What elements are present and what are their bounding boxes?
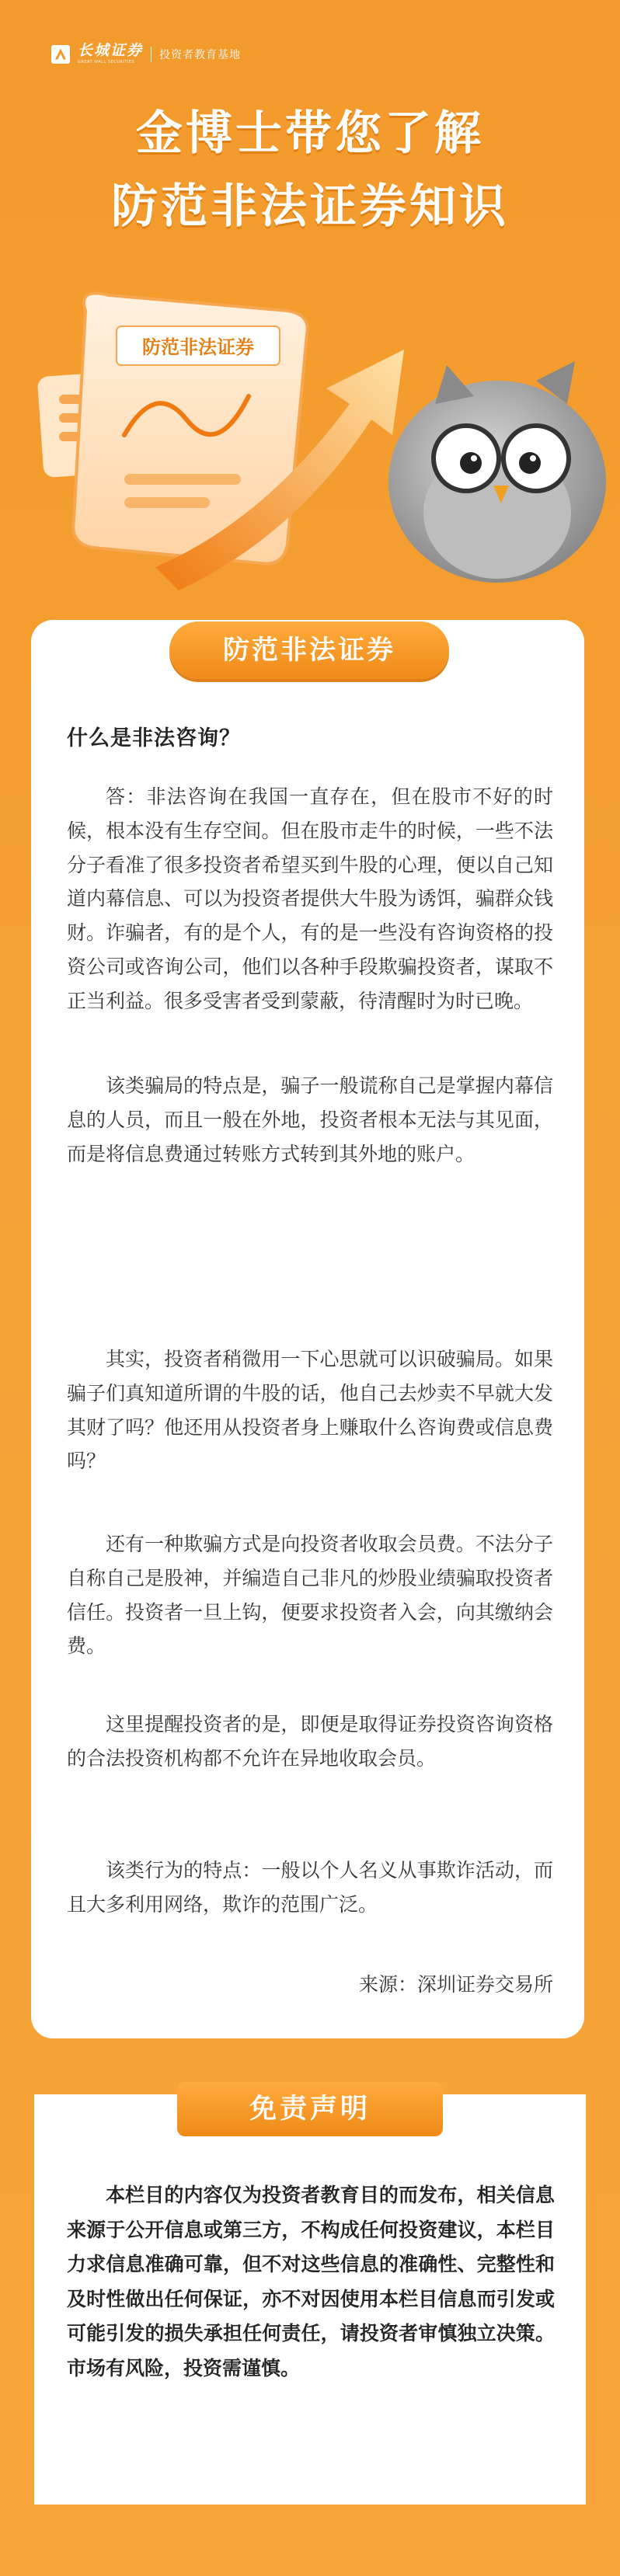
brand-name-en: GREAT WALL SECURITIES [78, 60, 135, 64]
paragraph: 该类骗局的特点是，骗子一般谎称自己是掌握内幕信息的人员，而且一般在外地，投资者根本无法与其见面，而是将信息费通过转账方式转到其外地的账户。 [67, 1074, 553, 1165]
page-title-line2: 防范非法证券知识 [111, 179, 509, 234]
source-note: 来源：深圳证券交易所 [358, 1973, 553, 1996]
paragraph: 还有一种欺骗方式是向投资者收取会员费。不法分子自称自己是股神，并编造自己非凡的炒股业绩骗取投资者信任。投资者一旦上钩，便要求投资者入会，向其缴纳会费。 [67, 1533, 553, 1658]
page-title-line1: 金博士带您了解 [136, 106, 484, 161]
brand-slogan: 投资者教育基地 [159, 48, 242, 61]
section-ribbon: 防范非法证券 [169, 621, 449, 679]
owl-mascot-icon [388, 361, 606, 583]
brand-name: 长城证券 [78, 42, 144, 59]
paragraph: 答：非法咨询在我国一直存在，但在股市不好的时候，根本没有生存空间。但在股市走牛的时候，一些不法分子看准了很多投资者希望买到牛股的心理，便以自己知道内幕信息、可以为投资者提供大牛股为诱饵，骗群众钱财。诈骗者，有的是个人，有的是一些没有咨询资格的投资公司或咨询公司，他们以各种手段欺骗投资者，谋取不正当利益。很多受害者受到蒙蔽，待清醒时为时已晚。 [67, 785, 553, 1012]
disclaimer-heading: 免责声明 [177, 2082, 443, 2136]
brand-logo-icon [51, 45, 70, 64]
disclaimer-text: 本栏目的内容仅为投资者教育目的而发布，相关信息来源于公开信息或第三方，不构成任何投资建议，本栏目力求信息准确可靠，但不对这些信息的准确性、完整性和及时性做出任何保证，亦不对因使用本栏目信息而引发或可能引发的损失承担任何责任，请投资者审慎独立决策。市场有风险，投资需谨慎。 [67, 2184, 555, 2379]
hero-illustration [0, 287, 620, 645]
paragraph: 该类行为的特点：一般以个人名义从事欺诈活动，而且大多利用网络，欺诈的范围广泛。 [67, 1859, 553, 1916]
brand-logo [78, 44, 143, 64]
brand-header [51, 44, 241, 64]
paragraph: 其实，投资者稍微用一下心思就可以识破骗局。如果骗子们真知道所谓的牛股的话，他自己去炒卖不早就大发其财了吗？他还用从投资者身上赚取什么咨询费或信息费吗？ [67, 1348, 553, 1473]
question-heading: 什么是非法咨询？ [67, 726, 241, 750]
document-label: 防范非法证券 [142, 336, 254, 358]
paragraph: 这里提醒投资者的是，即便是取得证券投资咨询资格的合法投资机构都不允许在异地收取会员。 [67, 1713, 553, 1770]
divider [151, 47, 152, 62]
